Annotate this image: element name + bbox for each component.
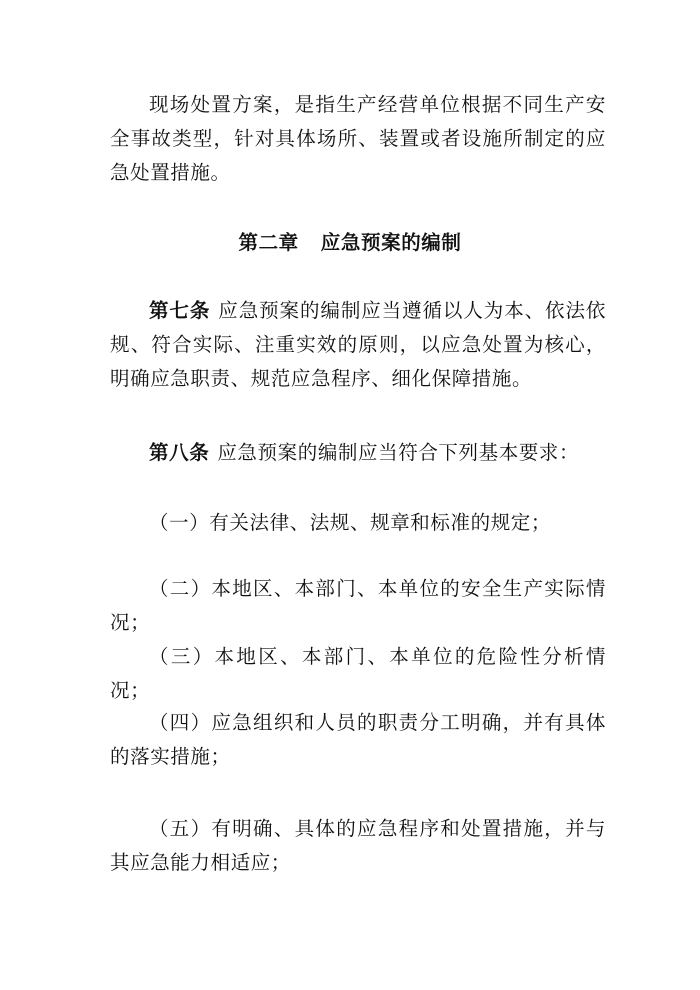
- list-item-5: （五）有明确、具体的应急程序和处置措施，并与其应急能力相适应；: [110, 817, 606, 874]
- article-8-text: 应急预案的编制应当符合下列基本要求：: [217, 441, 580, 464]
- chapter-number: 第二章: [238, 231, 299, 254]
- chapter-title: 应急预案的编制: [320, 231, 462, 254]
- article-7-label: 第七条: [149, 299, 211, 322]
- list-item-1: （一）有关法律、法规、规章和标准的规定；: [149, 511, 552, 534]
- intro-paragraph: 现场处置方案，是指生产经营单位根据不同生产安全事故类型，针对具体场所、装置或者设施所制定的应急处置措施。: [110, 93, 606, 184]
- list-item-2: （二）本地区、本部门、本单位的安全生产实际情况；: [110, 577, 606, 634]
- article-7-text: 应急预案的编制应当遵循以人为本、依法依规、符合实际、注重实效的原则，以应急处置为核心，明确应急职责、规范应急程序、细化保障措施。: [110, 299, 606, 390]
- article-8-label: 第八条: [149, 441, 210, 464]
- list-item-4: （四）应急组织和人员的职责分工明确，并有具体的落实措施；: [110, 711, 606, 768]
- chapter-heading: [0, 226, 700, 260]
- article-7-paragraph: [110, 294, 606, 396]
- list-item-3: （三）本地区、本部门、本单位的危险性分析情况；: [110, 645, 606, 702]
- article-8-paragraph: [110, 436, 606, 470]
